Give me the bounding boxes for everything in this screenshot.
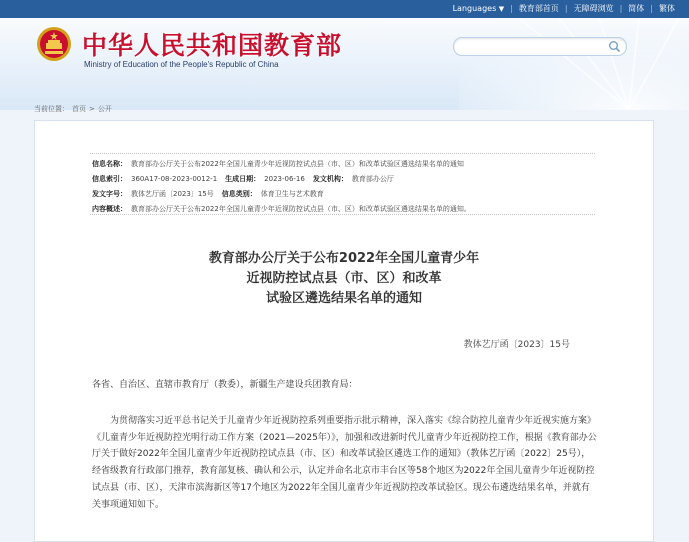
decorative-light-rays [459,18,689,110]
search-box [453,37,627,56]
breadcrumb-separator: > [89,105,95,113]
meta-key: 内容概述： [92,205,127,213]
nav-separator: | [510,4,513,13]
languages-label: Languages [452,4,497,13]
document-paragraph: 为贯彻落实习近平总书记关于儿童青少年近视防控系列重要指示批示精神，深入落实《综合防控儿童青少年近视实施方案》《儿童青少年近视防控光明行动工作方案（2021—2025年）》，加强和改进新时代儿童青少年近视防控工作，根据《教育部办公厅关于做好2022年全国儿童青少年近视防控试点县（市、区）和改革试验区遴选工作的通知》（教体艺厅函〔2022〕25号），经省级教育行政部门推荐，教育部复核、确认和公示，认定并命名北京市丰台区等58个地区为2022年全国儿童青少年近视防控试点县（市、区），天津市滨海新区等17个地区为2022年全国儿童青少年近视防控改革试验区。现公布遴选结果名单，并就有关事项通知如下。 [92,416,597,510]
meta-value: 教育部办公厅 [351,175,394,183]
site-header [0,0,689,110]
meta-row [92,202,592,217]
meta-key: 生成日期： [225,175,261,183]
chevron-down-icon: ▼ [498,5,505,13]
breadcrumb-home-link[interactable]: 首页 [72,105,86,113]
meta-key: 信息索引： [92,175,127,183]
national-emblem-icon[interactable] [36,26,72,62]
meta-row [92,157,592,172]
document-number: 教体艺厅函〔2023〕15号 [463,340,570,350]
meta-row [92,187,592,202]
languages-menu[interactable] [453,4,505,13]
site-title-english: Ministry of Education of the People's Republic of China [84,60,279,69]
top-navigation [453,3,675,14]
meta-row [92,172,592,187]
meta-value: 体育卫生与艺术教育 [260,190,324,198]
nav-separator: | [650,4,653,13]
meta-value: 教体艺厅函〔2023〕15号 [131,190,214,198]
nav-separator: | [619,4,623,13]
search-input[interactable] [464,40,604,53]
meta-key: 发文机构： [312,175,348,183]
simplified-chinese-link[interactable]: 简体 [628,4,645,13]
meta-value: 360A17-08-2023-0012-1 [131,175,218,183]
document-metadata [92,157,592,217]
document-title-line: 试验区遴选结果名单的通知 [265,291,422,306]
traditional-chinese-link[interactable]: 繁体 [659,4,675,13]
meta-value: 教育部办公厅关于公布2022年全国儿童青少年近视防控试点县（市、区）和改革试验区遴选结果名单的通知。 [131,205,471,213]
breadcrumb-label: 当前位置： [34,105,69,113]
meta-key: 发文字号： [92,190,127,198]
site-title[interactable]: 中华人民共和国教育部 [82,31,343,60]
article-panel [34,120,654,542]
document-salutation: 各省、自治区、直辖市教育厅（教委），新疆生产建设兵团教育局： [92,380,358,390]
document-title-line: 教育部办公厅关于公布2022年全国儿童青少年 [208,251,480,266]
nav-separator: | [564,4,568,13]
meta-value: 教育部办公厅关于公布2022年全国儿童青少年近视防控试点县（市、区）和改革试验区遴选结果名单的通知 [131,160,464,168]
accessibility-link[interactable]: 无障碍浏览 [573,4,614,13]
meta-value: 2023-06-16 [264,175,305,183]
site-home-link[interactable]: 教育部首页 [518,4,559,13]
document-title [35,249,653,309]
meta-key: 信息名称： [92,160,127,168]
search-icon[interactable] [608,40,621,53]
breadcrumb [34,104,115,114]
meta-key: 信息类别： [221,190,257,198]
document-title-line: 近视防控试点县（市、区）和改革 [246,271,442,286]
breadcrumb-current-link[interactable]: 公开 [97,105,112,113]
